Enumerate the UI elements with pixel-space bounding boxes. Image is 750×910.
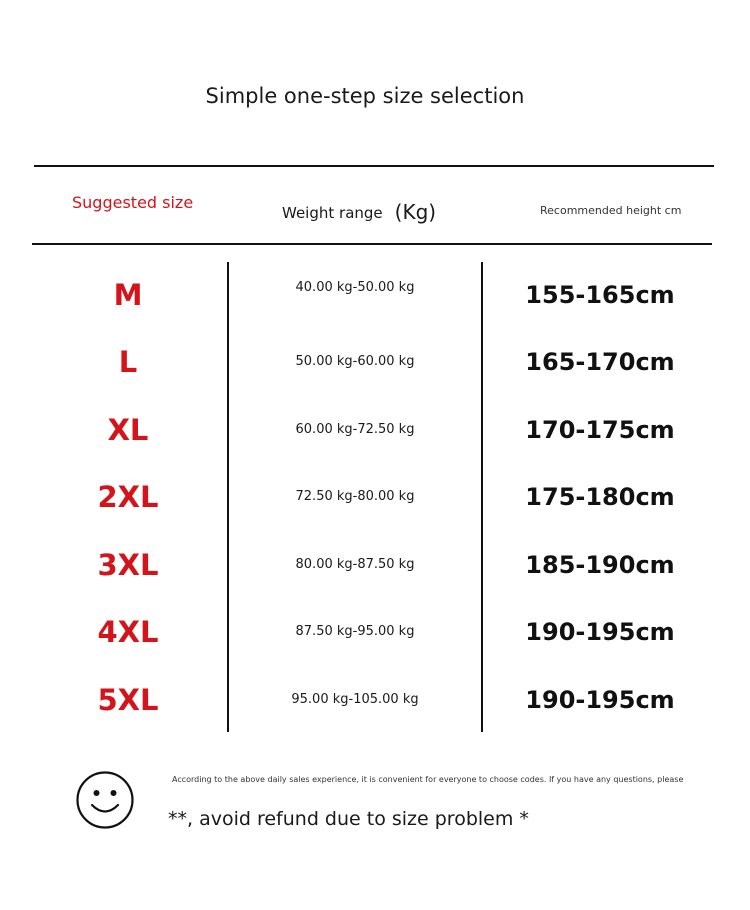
height-cell: 170-175cm [525, 416, 675, 444]
height-cell: 190-195cm [525, 686, 675, 714]
height-cell: 165-170cm [525, 348, 675, 376]
page-title: Simple one-step size selection [205, 84, 525, 108]
table-row [0, 410, 750, 450]
weight-cell: 50.00 kg-60.00 kg [295, 354, 415, 369]
table-row [0, 477, 750, 517]
weight-cell: 80.00 kg-87.50 kg [295, 557, 415, 572]
size-cell: 5XL [97, 683, 159, 717]
size-cell: 2XL [97, 480, 159, 514]
header-recommended-height: Recommended height cm [540, 204, 682, 217]
weight-cell: 72.50 kg-80.00 kg [295, 489, 415, 504]
height-cell: 155-165cm [525, 281, 675, 309]
height-cell: 175-180cm [525, 483, 675, 511]
table-row [0, 275, 750, 315]
height-cell: 185-190cm [525, 551, 675, 579]
weight-cell: 40.00 kg-50.00 kg [295, 280, 415, 295]
table-row [0, 680, 750, 720]
header-weight-range [282, 199, 436, 223]
header-suggested-size: Suggested size [72, 193, 194, 212]
size-advice-note: According to the above daily sales experience, it is convenient for everyone to choose codes. If you have any questions, please [172, 775, 684, 784]
table-header-rule [32, 243, 712, 245]
refund-warning-note: **, avoid refund due to size problem * [168, 808, 529, 830]
height-cell: 190-195cm [525, 618, 675, 646]
table-row [0, 342, 750, 382]
size-cell: 4XL [97, 615, 159, 649]
size-cell: L [118, 345, 138, 379]
size-cell: M [113, 278, 143, 312]
size-cell: 3XL [97, 548, 159, 582]
header-weight-unit: (Kg) [394, 200, 437, 224]
weight-cell: 60.00 kg-72.50 kg [295, 422, 415, 437]
table-row [0, 612, 750, 652]
weight-cell: 95.00 kg-105.00 kg [291, 692, 419, 707]
table-top-rule [34, 165, 714, 167]
table-row [0, 545, 750, 585]
header-weight-label: Weight range [282, 204, 383, 222]
smiley-face-icon [75, 770, 135, 830]
size-cell: XL [107, 413, 149, 447]
weight-cell: 87.50 kg-95.00 kg [295, 624, 415, 639]
